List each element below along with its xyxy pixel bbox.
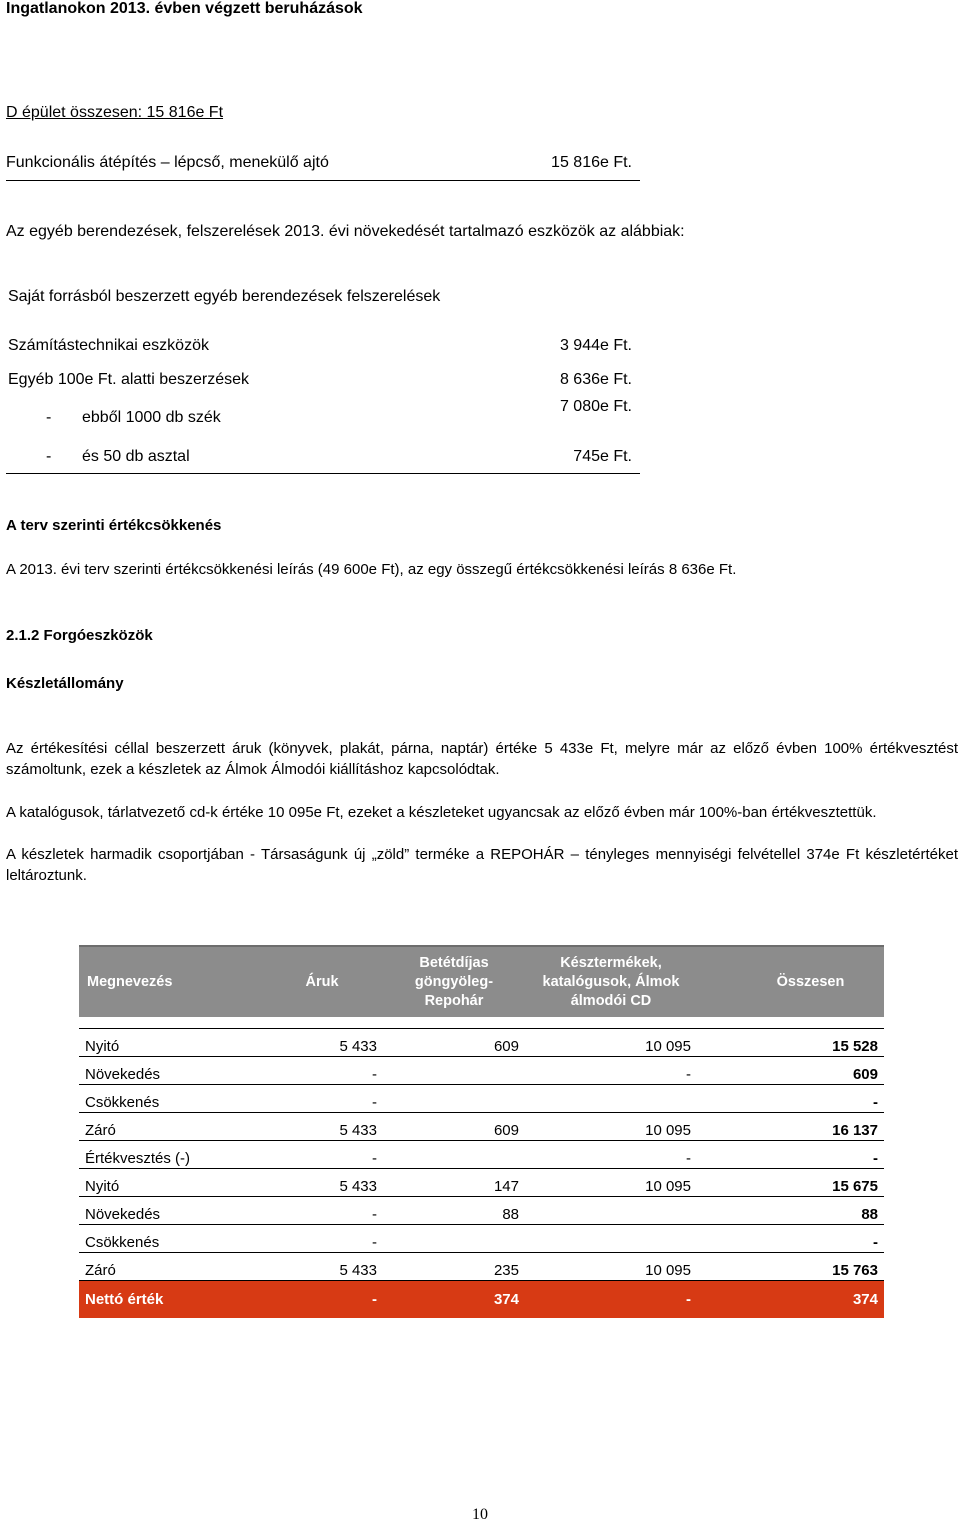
- cell-deposit: [383, 1085, 525, 1113]
- cell-total: 609: [697, 1057, 884, 1085]
- cell-total: 374: [697, 1281, 884, 1319]
- table-row: [79, 1029, 884, 1057]
- row-label: Növekedés: [79, 1197, 261, 1225]
- paragraph: A katalógusok, tárlatvezető cd-k értéke 10 095e Ft, ezeket a készleteket ugyancsak az előző évben már 100%-ban értékvesztettük.: [6, 804, 877, 821]
- cell-goods: -: [261, 1281, 383, 1319]
- equipment-subrow: [46, 448, 346, 468]
- cell-total: 16 137: [697, 1113, 884, 1141]
- cell-deposit: 609: [383, 1113, 525, 1141]
- cell-products: -: [525, 1281, 697, 1319]
- cell-products: -: [525, 1141, 697, 1169]
- net-value-row: [79, 1281, 884, 1319]
- cell-deposit: [383, 1057, 525, 1085]
- table-row: [79, 1085, 884, 1113]
- divider: [6, 180, 640, 181]
- inventory-table: [79, 945, 884, 1318]
- cell-deposit: 609: [383, 1029, 525, 1057]
- equipment-row-label: Számítástechnikai eszközök: [8, 337, 209, 354]
- equipment-row-value: 3 944e Ft.: [559, 337, 632, 354]
- row-label: Értékvesztés (-): [79, 1141, 261, 1169]
- cell-deposit: 147: [383, 1169, 525, 1197]
- equipment-subrow-value: 7 080e Ft.: [559, 398, 632, 415]
- cell-deposit: [383, 1225, 525, 1253]
- depreciation-text: A 2013. évi terv szerinti értékcsökkenési leírás (49 600e Ft), az egy összegű értékcsökkenési leírás 8 636e Ft.: [6, 561, 737, 578]
- cell-products: 10 095: [525, 1169, 697, 1197]
- column-header: Áruk: [261, 946, 383, 1017]
- table-row: [79, 1169, 884, 1197]
- table-row: [79, 1057, 884, 1085]
- equipment-subrow: [46, 409, 346, 429]
- table-row: [79, 1141, 884, 1169]
- table-header-row: [79, 946, 884, 1017]
- cell-goods: -: [261, 1141, 383, 1169]
- building-item-label: Funkcionális átépítés – lépcső, menekülő ajtó: [6, 154, 329, 171]
- cell-goods: 5 433: [261, 1169, 383, 1197]
- page-number: 10: [472, 1506, 488, 1523]
- cell-total: 15 763: [697, 1253, 884, 1281]
- section-heading: 2.1.2 Forgóeszközök: [6, 627, 153, 644]
- row-label: Nyitó: [79, 1029, 261, 1057]
- cell-goods: -: [261, 1225, 383, 1253]
- table-spacer: [79, 1017, 884, 1029]
- building-heading: D épület összesen: 15 816e Ft: [6, 104, 224, 121]
- page-title: Ingatlanokon 2013. évben végzett beruházások: [6, 0, 363, 17]
- dash: -: [46, 409, 52, 426]
- cell-goods: 5 433: [261, 1113, 383, 1141]
- cell-products: [525, 1225, 697, 1253]
- divider: [6, 473, 640, 474]
- table-row: [79, 1197, 884, 1225]
- column-header: Megnevezés: [79, 946, 261, 1017]
- cell-products: -: [525, 1057, 697, 1085]
- cell-products: [525, 1085, 697, 1113]
- paragraph: A készletek harmadik csoportjában - Társaságunk új „zöld” terméke a REPOHÁR – tényleges mennyiségi felvétellel 374e Ft készletértéket leltároztunk.: [6, 846, 958, 884]
- cell-deposit: [383, 1141, 525, 1169]
- cell-products: 10 095: [525, 1029, 697, 1057]
- column-header: Összesen: [697, 946, 884, 1017]
- cell-goods: 5 433: [261, 1253, 383, 1281]
- equipment-intro: Az egyéb berendezések, felszerelések 2013. évi növekedését tartalmazó eszközök az alábbiak:: [6, 223, 685, 240]
- equipment-heading: Saját forrásból beszerzett egyéb berendezések felszerelések: [8, 288, 441, 305]
- table-row: [79, 1253, 884, 1281]
- equipment-subrow-value: 745e Ft.: [573, 448, 632, 465]
- cell-total: -: [697, 1141, 884, 1169]
- cell-goods: -: [261, 1197, 383, 1225]
- depreciation-heading: A terv szerinti értékcsökkenés: [6, 517, 222, 534]
- cell-products: 10 095: [525, 1113, 697, 1141]
- cell-goods: -: [261, 1057, 383, 1085]
- equipment-subrow-label: ebből 1000 db szék: [82, 409, 221, 426]
- equipment-subrow-label: és 50 db asztal: [82, 448, 190, 465]
- cell-products: 10 095: [525, 1253, 697, 1281]
- equipment-row-value: 8 636e Ft.: [559, 371, 632, 388]
- cell-deposit: 88: [383, 1197, 525, 1225]
- column-header: Késztermékek, katalógusok, Álmok álmodói CD: [525, 946, 697, 1017]
- table-row: [79, 1225, 884, 1253]
- section-subheading: Készletállomány: [6, 675, 124, 692]
- cell-goods: 5 433: [261, 1029, 383, 1057]
- dash: -: [46, 448, 52, 465]
- cell-deposit: 374: [383, 1281, 525, 1319]
- cell-deposit: 235: [383, 1253, 525, 1281]
- cell-total: -: [697, 1085, 884, 1113]
- equipment-row-label: Egyéb 100e Ft. alatti beszerzések: [8, 371, 250, 388]
- row-label: Nettó érték: [79, 1281, 261, 1319]
- table-row: [79, 1113, 884, 1141]
- cell-total: 15 675: [697, 1169, 884, 1197]
- row-label: Záró: [79, 1253, 261, 1281]
- cell-total: -: [697, 1225, 884, 1253]
- row-label: Növekedés: [79, 1057, 261, 1085]
- cell-products: [525, 1197, 697, 1225]
- cell-total: 88: [697, 1197, 884, 1225]
- row-label: Csökkenés: [79, 1225, 261, 1253]
- cell-total: 15 528: [697, 1029, 884, 1057]
- row-label: Csökkenés: [79, 1085, 261, 1113]
- row-label: Nyitó: [79, 1169, 261, 1197]
- paragraph: Az értékesítési céllal beszerzett áruk (könyvek, plakát, párna, naptár) értéke 5 433e Ft, melyre már az előző évben 100% értékvesztést számoltunk, ezek a készletek az Álmok Álmodói kiállításhoz kapcsolódtak.: [6, 740, 958, 778]
- building-item-value: 15 816e Ft.: [551, 154, 632, 171]
- column-header: Betétdíjas göngyöleg-Repohár: [383, 946, 525, 1017]
- cell-goods: -: [261, 1085, 383, 1113]
- row-label: Záró: [79, 1113, 261, 1141]
